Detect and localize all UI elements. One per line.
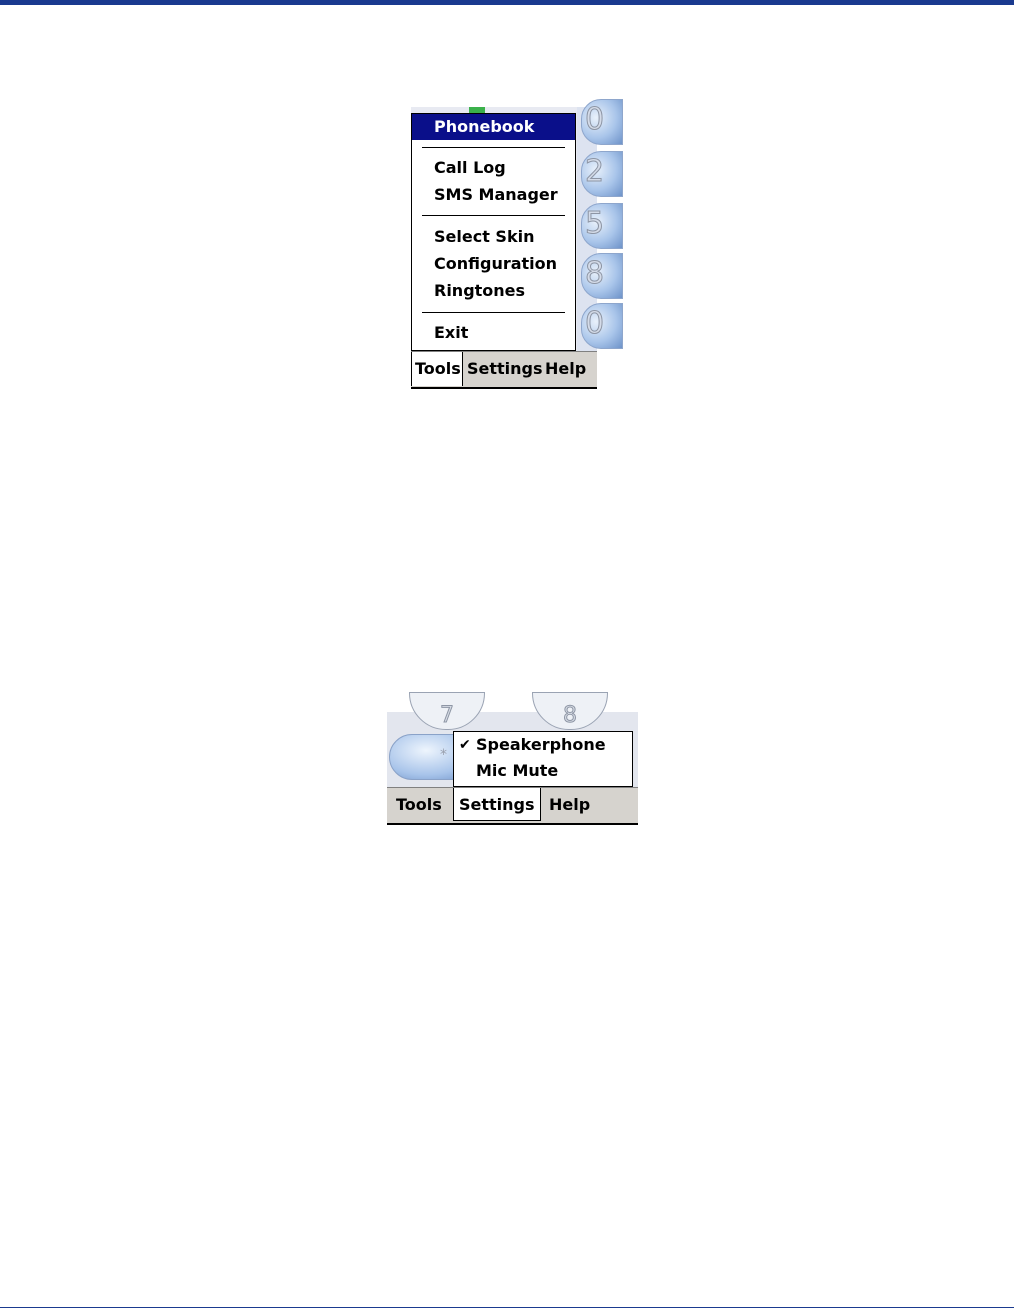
menubar-tools[interactable]: Tools [396, 795, 442, 814]
keypad-key-8[interactable]: 8 [581, 253, 623, 299]
menubar-settings[interactable]: Settings [467, 359, 543, 378]
keypad-key-2[interactable]: 2 [581, 151, 623, 197]
menu-item-configuration[interactable]: Configuration [434, 254, 558, 273]
menu-item-select-skin[interactable]: Select Skin [434, 227, 535, 246]
keypad-key-7[interactable]: 7 [409, 692, 485, 730]
settings-menu-screenshot [387, 703, 638, 825]
menu-bar [387, 787, 638, 825]
menubar-help[interactable]: Help [545, 359, 587, 378]
menu-item-mic-mute[interactable]: Mic Mute [476, 761, 559, 780]
menu-item-speakerphone[interactable]: Speakerphone [476, 735, 606, 754]
menubar-bottom-border [387, 823, 638, 825]
tools-menu-screenshot [411, 102, 605, 389]
keypad-key-8[interactable]: 8 [532, 692, 608, 730]
bottom-rule [0, 1307, 1014, 1308]
menubar-settings[interactable]: Settings [453, 788, 541, 821]
keypad-key-5[interactable]: 5 [581, 203, 623, 249]
tools-dropdown-menu [411, 113, 576, 351]
top-rule [0, 0, 1014, 5]
menu-separator [422, 215, 565, 216]
menu-item-exit[interactable]: Exit [434, 323, 469, 342]
menu-item-call-log[interactable]: Call Log [434, 158, 506, 177]
menu-separator [422, 312, 565, 313]
menu-item-phonebook[interactable]: Phonebook [412, 114, 575, 140]
menu-item-sms-manager[interactable]: SMS Manager [434, 185, 558, 204]
menubar-help[interactable]: Help [549, 795, 591, 814]
keypad-key-star[interactable]: * [389, 734, 481, 780]
keypad-key-0-top[interactable]: 0 [581, 99, 623, 145]
menubar-bottom-border [411, 387, 597, 389]
settings-dropdown-menu [453, 731, 633, 787]
checkmark-icon: ✔ [459, 737, 471, 753]
menubar-tools[interactable]: Tools [411, 352, 463, 386]
menu-separator [422, 147, 565, 148]
menu-bar [411, 351, 597, 389]
menu-item-ringtones[interactable]: Ringtones [434, 281, 526, 300]
keypad-key-0[interactable]: 0 [581, 303, 623, 349]
